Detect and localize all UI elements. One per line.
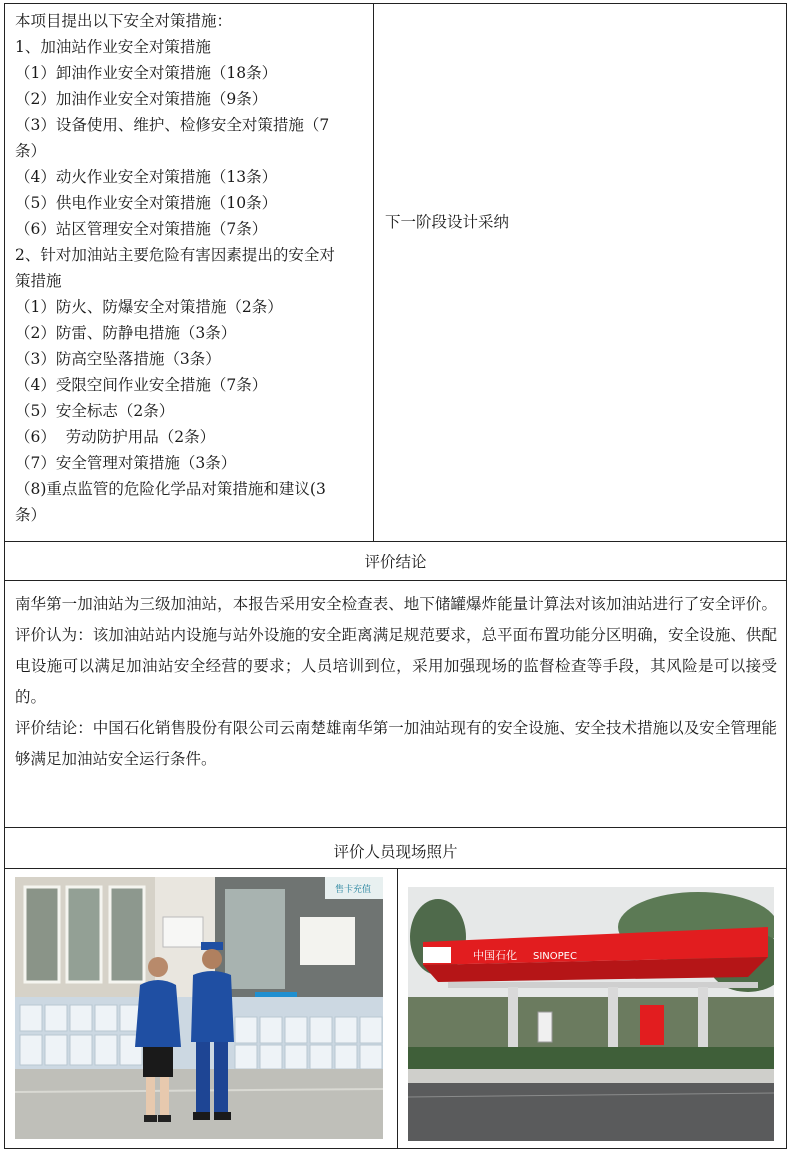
measure-line: 1、加油站作业安全对策措施 bbox=[15, 38, 211, 56]
row-divider bbox=[5, 827, 786, 828]
measure-line: （2）防雷、防静电措施（3条） bbox=[15, 324, 237, 342]
measure-line: （4）受限空间作业安全措施（7条） bbox=[15, 376, 268, 394]
photos-title: 评价人员现场照片 bbox=[333, 843, 458, 861]
conclusion-body bbox=[15, 589, 777, 775]
row-divider bbox=[5, 580, 786, 581]
row-divider bbox=[5, 868, 786, 869]
measure-line: （3）防高空坠落措施（3条） bbox=[15, 350, 221, 368]
measure-line: 策措施 bbox=[15, 272, 62, 290]
conclusion-para-2: 评价结论：中国石化销售股份有限公司云南楚雄南华第一加油站现有的安全设施、安全技术措施以及安全管理能够满足加油站安全运行条件。 bbox=[15, 719, 777, 768]
canopy-cn-text: 中国石化 bbox=[473, 949, 517, 962]
adoption-text: 下一阶段设计采纳 bbox=[385, 213, 510, 231]
measure-line: 条） bbox=[15, 142, 47, 160]
measure-line: 本项目提出以下安全对策措施： bbox=[15, 12, 233, 30]
measure-line: （5）安全标志（2条） bbox=[15, 402, 175, 420]
measure-line: （6）站区管理安全对策措施（7条） bbox=[15, 220, 268, 238]
measures-list bbox=[15, 8, 370, 528]
photo-divider bbox=[397, 868, 398, 1149]
column-divider bbox=[373, 4, 374, 541]
measure-line: 2、针对加油站主要危险有害因素提出的安全对 bbox=[15, 246, 335, 264]
canopy-en-text: SINOPEC bbox=[533, 951, 577, 962]
conclusion-title: 评价结论 bbox=[364, 553, 427, 571]
conclusion-para-1: 南华第一加油站为三级加油站，本报告采用安全检查表、地下储罐爆炸能量计算法对该加油站进行了安全评价。评价认为：该加油站站内设施与站外设施的安全距离满足规范要求，总平面布置功能分区明确，安全设施、供配电设施可以满足加油站安全经营的要求；人员培训到位，采用加强现场的监督检查等手段，其风险是可以接受的。 bbox=[15, 595, 777, 706]
measure-line: （6） 劳动防护用品（2条） bbox=[15, 428, 216, 446]
evaluation-table bbox=[4, 3, 787, 1149]
site-photo-station bbox=[408, 887, 774, 1141]
measure-line: （2）加油作业安全对策措施（9条） bbox=[15, 90, 268, 108]
card-sign-text: 售卡充值 bbox=[335, 885, 372, 895]
measure-line: 条） bbox=[15, 506, 47, 524]
measure-line: （4）动火作业安全对策措施（13条） bbox=[15, 168, 278, 186]
measure-line: （1）防火、防爆安全对策措施（2条） bbox=[15, 298, 283, 316]
measure-line: （1）卸油作业安全对策措施（18条） bbox=[15, 64, 278, 82]
measure-line: （8)重点监管的危险化学品对策措施和建议(3 bbox=[15, 480, 326, 498]
measure-line: （3）设备使用、维护、检修安全对策措施（7 bbox=[15, 116, 330, 134]
row-divider bbox=[5, 541, 786, 542]
staff-photo-illustration bbox=[15, 877, 383, 1139]
station-photo-illustration bbox=[408, 887, 774, 1141]
site-photo-staff bbox=[15, 877, 383, 1139]
measure-line: （7）安全管理对策措施（3条） bbox=[15, 454, 237, 472]
measure-line: （5）供电作业安全对策措施（10条） bbox=[15, 194, 278, 212]
